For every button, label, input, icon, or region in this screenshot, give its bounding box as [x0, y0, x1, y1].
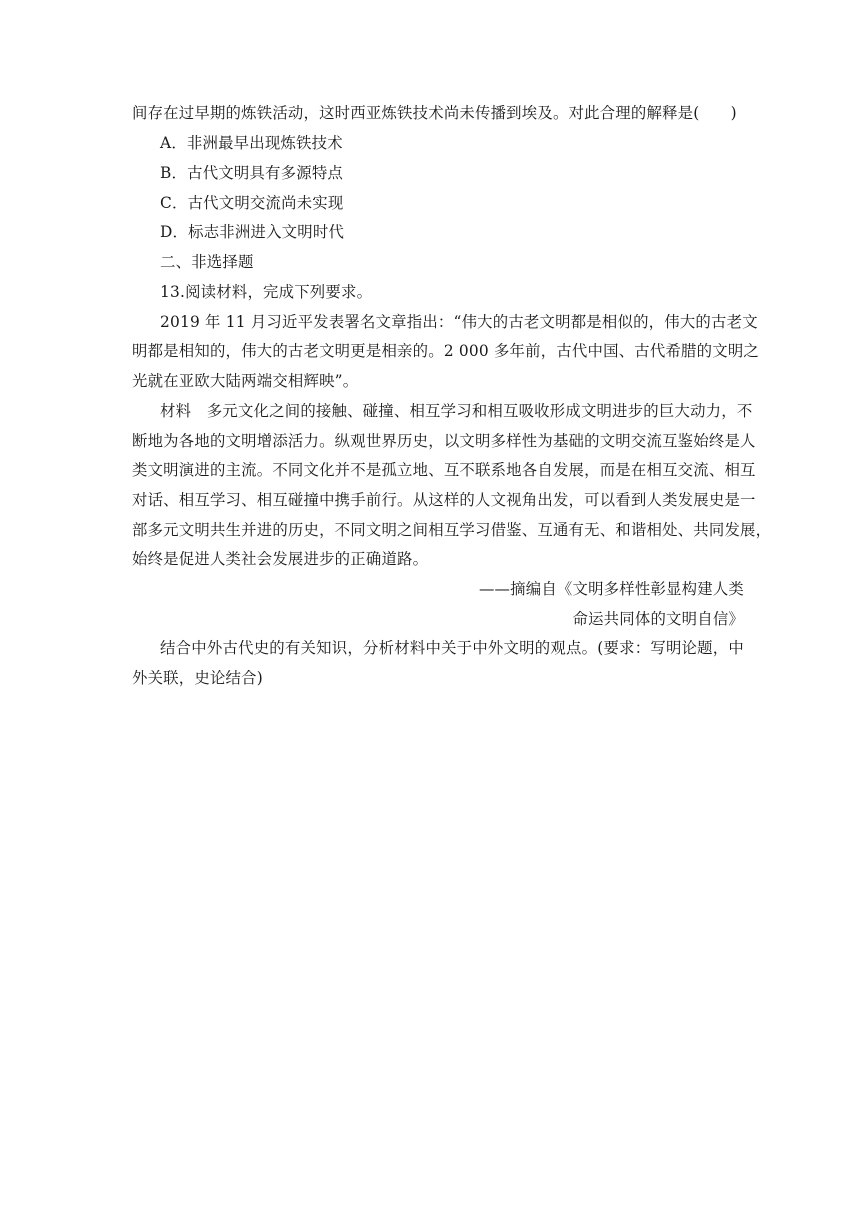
task-line-1: 结合中外古代史的有关知识，分析材料中关于中外文明的观点。(要求：写明论题，中 — [160, 639, 744, 657]
material-line-5: 部多元文明共生并进的历史，不同文明之间相互学习借鉴、互通有无、和谐相处、共同发展， — [132, 521, 772, 539]
material-line-1: 材料 多元文化之间的接触、碰撞、相互学习和相互吸收形成文明进步的巨大动力，不 — [160, 402, 753, 420]
option-b: B．古代文明具有多源特点 — [160, 164, 344, 182]
task-line-2: 外关联，史论结合) — [132, 669, 263, 687]
material-line-2: 断地为各地的文明增添活力。纵观世界历史，以文明多样性为基础的文明交流互鉴始终是人 — [132, 432, 756, 450]
material-line-4: 对话、相互学习、相互碰撞中携手前行。从这样的人文视角出发，可以看到人类发展史是一 — [132, 491, 756, 509]
source-line-2: 命运共同体的文明自信》 — [572, 610, 744, 628]
question-13-title: 13.阅读材料，完成下列要求。 — [160, 283, 373, 301]
intro-line-2: 明都是相知的，伟大的古老文明更是相亲的。2 000 多年前，古代中国、古代希腊的文明之 — [132, 342, 760, 360]
material-line-6: 始终是促进人类社会发展进步的正确道路。 — [132, 550, 429, 568]
option-d: D．标志非洲进入文明时代 — [160, 223, 345, 241]
section-title: 二、非选择题 — [160, 253, 254, 271]
material-line-3: 类文明演进的主流。不同文化并不是孤立地、互不联系地各自发展，而是在相互交流、相互 — [132, 461, 756, 479]
intro-line-3: 光就在亚欧大陆两端交相辉映”。 — [132, 372, 359, 390]
question-stem-end: 间存在过早期的炼铁活动，这时西亚炼铁技术尚未传播到埃及。对此合理的解释是( ) — [132, 104, 737, 122]
option-a: A．非洲最早出现炼铁技术 — [160, 134, 343, 152]
intro-line-1: 2019 年 11 月习近平发表署名文章指出：“伟大的古老文明都是相似的，伟大的古老文 — [160, 313, 758, 331]
option-c: C．古代文明交流尚未实现 — [160, 194, 344, 212]
source-line-1: ——摘编自《文明多样性彰显构建人类 — [478, 580, 744, 598]
